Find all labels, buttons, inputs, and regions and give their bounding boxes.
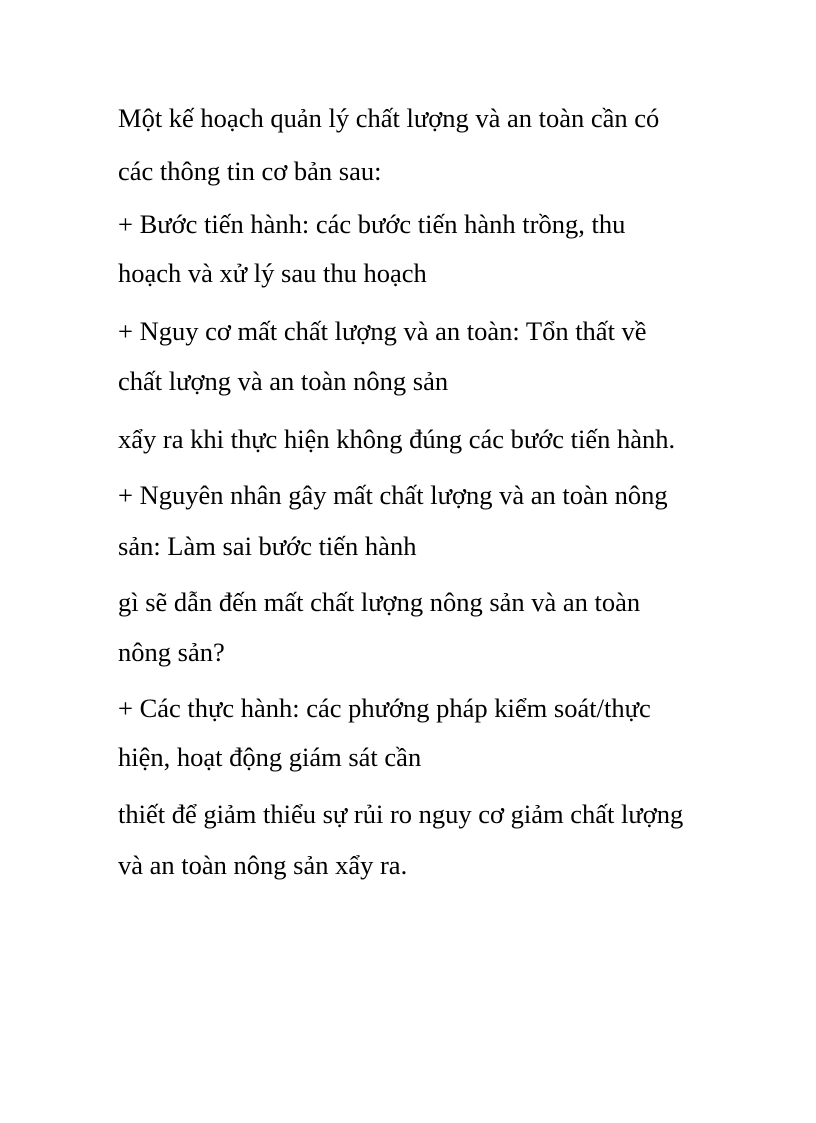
text-line-2: các thông tin cơ bản sau: — [118, 156, 382, 186]
text-line-5: + Nguy cơ mất chất lượng và an toàn: Tổn thất về — [118, 316, 647, 346]
text-line-12: + Các thực hành: các phướng pháp kiểm soát/thực — [118, 693, 651, 723]
text-line-14: thiết để giảm thiểu sự rủi ro nguy cơ giảm chất lượng — [118, 799, 684, 829]
text-line-7: xẩy ra khi thực hiện không đúng các bước tiến hành. — [118, 424, 676, 454]
text-line-3: + Bước tiến hành: các bước tiến hành trồng, thu — [118, 209, 626, 239]
text-line-15: và an toàn nông sản xẩy ra. — [118, 850, 408, 880]
text-line-6: chất lượng và an toàn nông sản — [118, 366, 449, 396]
text-line-9: sản: Làm sai bước tiến hành — [118, 531, 417, 561]
text-line-13: hiện, hoạt động giám sát cần — [118, 742, 422, 772]
text-line-11: nông sản? — [118, 637, 225, 667]
text-line-10: gì sẽ dẫn đến mất chất lượng nông sản và an toàn — [118, 587, 641, 617]
text-line-8: + Nguyên nhân gây mất chất lượng và an toàn nông — [118, 480, 668, 510]
text-line-4: hoạch và xử lý sau thu hoạch — [118, 258, 427, 288]
text-line-1: Một kế hoạch quản lý chất lượng và an toàn cần có — [118, 103, 660, 133]
